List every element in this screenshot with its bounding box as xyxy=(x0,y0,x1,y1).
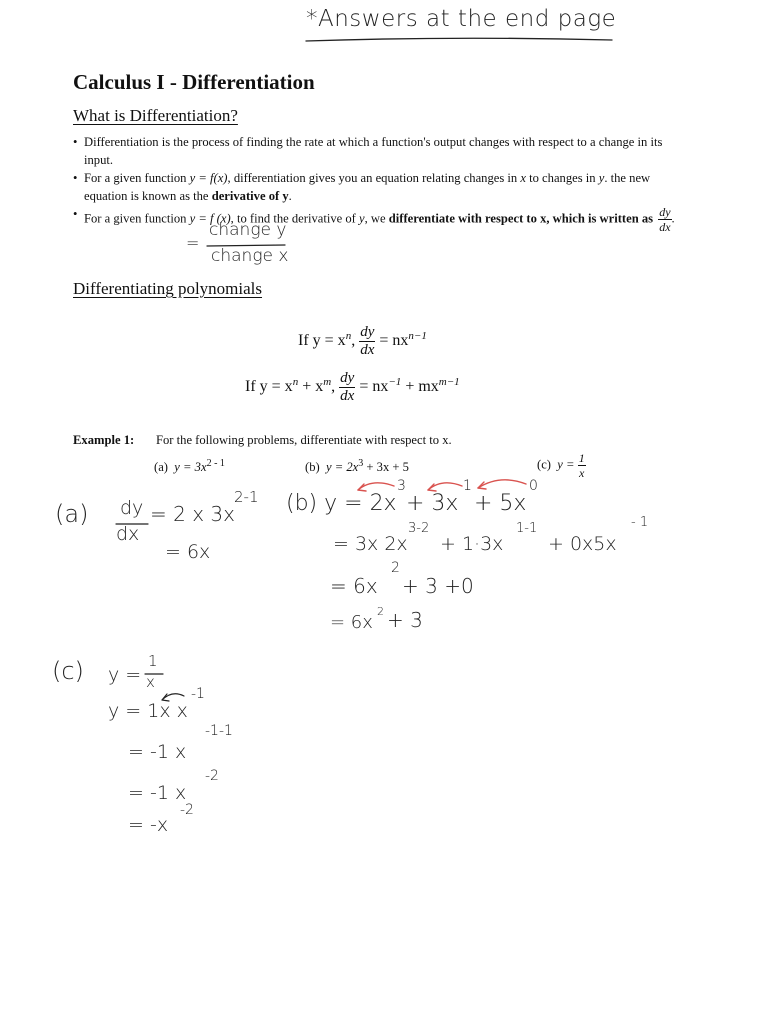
hw-c-num: 1 xyxy=(148,652,158,670)
sum-rule-formula: If $y = x^n + x^m$, $\frac{dy}{dx}$ = $nx^{-1} + mx^{m-1}$ xyxy=(245,370,460,404)
handwritten-change-y: change y xyxy=(209,220,287,240)
example-instruction: For the following problems, differentiate with respect to x. xyxy=(156,433,452,447)
power-rule-formula: If $y = x^n$, $\frac{dy}{dx}$ = $nx^{n-1}$ xyxy=(298,324,427,358)
hw-c-line2-exp: -1 xyxy=(191,686,205,702)
hw-a-label: (a) xyxy=(55,500,89,528)
problem-c: (c) y = $\frac{1}{x}$ xyxy=(537,451,585,480)
bullet-definition xyxy=(73,134,693,170)
hw-b-line2-exp1: 3-2 xyxy=(408,521,430,536)
dy-dx-fraction: $\frac{dy}{dx}$ xyxy=(659,205,671,234)
hw-b-line3-exp: 2 xyxy=(391,560,400,576)
hw-c-label: (c) xyxy=(52,657,84,685)
bullet-dot: • xyxy=(73,171,78,185)
handwritten-change-x: change x xyxy=(211,246,289,266)
page-title: Calculus I - Differentiation xyxy=(73,70,315,94)
hw-b-line3-rest: + 3 +0 xyxy=(402,574,474,598)
header-note-underline xyxy=(304,36,616,46)
hw-b-line4: = 6x xyxy=(330,612,373,633)
hw-b-line2: = 3x 2x xyxy=(333,533,408,555)
hw-a-step2: = 6x xyxy=(165,541,211,563)
example-label: Example 1: xyxy=(73,433,135,447)
hw-a-step1: = 2 x 3x xyxy=(150,502,235,526)
hw-c-arrow xyxy=(158,688,188,704)
problem-b: (b) $y = 2x^3 + 3x + 5$ xyxy=(305,458,409,475)
bullet-dot: • xyxy=(73,207,78,221)
section-heading-polynomials: Differentiating polynomials xyxy=(73,279,263,298)
hw-b-line1-rest: + 3x xyxy=(406,491,459,516)
hw-b-line1-exp2: 1 xyxy=(463,478,472,494)
hw-c-line4-exp: -2 xyxy=(205,768,219,784)
hw-b-line1-exp3: 0 xyxy=(529,478,538,494)
hw-b-line2-rest2: + 0x5x xyxy=(548,533,617,555)
hw-a-step1-exp: 2-1 xyxy=(234,488,259,506)
hw-b-line1-rest2: + 5x xyxy=(474,491,527,516)
hw-b-line2-exp2: 1-1 xyxy=(516,521,538,536)
hw-b-line4-rest: + 3 xyxy=(387,608,423,632)
hw-c-line2: y = 1x x xyxy=(108,700,188,722)
hw-c-line1: y = xyxy=(108,664,142,686)
hw-c-den: x xyxy=(146,673,155,691)
bullet-function-derivative xyxy=(73,170,693,206)
bold-differentiate-phrase: differentiate with respect to x, which is written as xyxy=(388,211,654,226)
bullet-text: Differentiation is the process of finding the rate at which a function's output changes with respect to a change in its input. xyxy=(84,135,663,167)
function-notation: y = f(x) xyxy=(189,171,228,185)
bullet-text: For a given function y = f (x), to find the derivative of y, we differentiate with respect to x, which is written as $\frac{dy}{dx}$ . xyxy=(84,205,675,234)
hw-b-line2-rest: + 1·3x xyxy=(440,533,504,555)
hw-c-line5: = -x xyxy=(128,814,169,836)
hw-b-line4-exp: 2 xyxy=(377,605,384,618)
hw-a-dy: dy xyxy=(120,497,144,519)
bullet-dot: • xyxy=(73,135,78,149)
section-heading-what-is-differentiation: What is Differentiation? xyxy=(73,106,238,125)
hw-b-red-arrows xyxy=(350,472,540,496)
handwritten-header-note: *Answers at the end page xyxy=(306,6,617,32)
hw-a-dx: dx xyxy=(116,523,140,545)
hw-b-line3: = 6x xyxy=(330,574,378,598)
problem-a: (a) $y = 3x^{2 - 1}$ xyxy=(154,458,225,475)
hw-b-line1: (b) y = 2x xyxy=(286,491,397,516)
hw-b-line2-exp3: - 1 xyxy=(631,515,649,530)
hw-c-line4: = -1 x xyxy=(128,782,187,804)
handwritten-equals: = xyxy=(186,233,200,252)
bullet-dy-dx xyxy=(73,206,693,262)
bold-term-derivative: derivative of y xyxy=(211,188,289,203)
hw-c-line5-exp: -2 xyxy=(180,802,194,818)
bullet-text: For a given function y = f(x), differentiation gives you an equation relating changes in x to changes in y. the new equation is known as the derivative of y. xyxy=(84,171,651,203)
hw-c-line3: = -1 x xyxy=(128,741,187,763)
hw-b-line1-exp1: 3 xyxy=(397,478,406,494)
hw-c-line3-exp: -1-1 xyxy=(205,723,233,739)
